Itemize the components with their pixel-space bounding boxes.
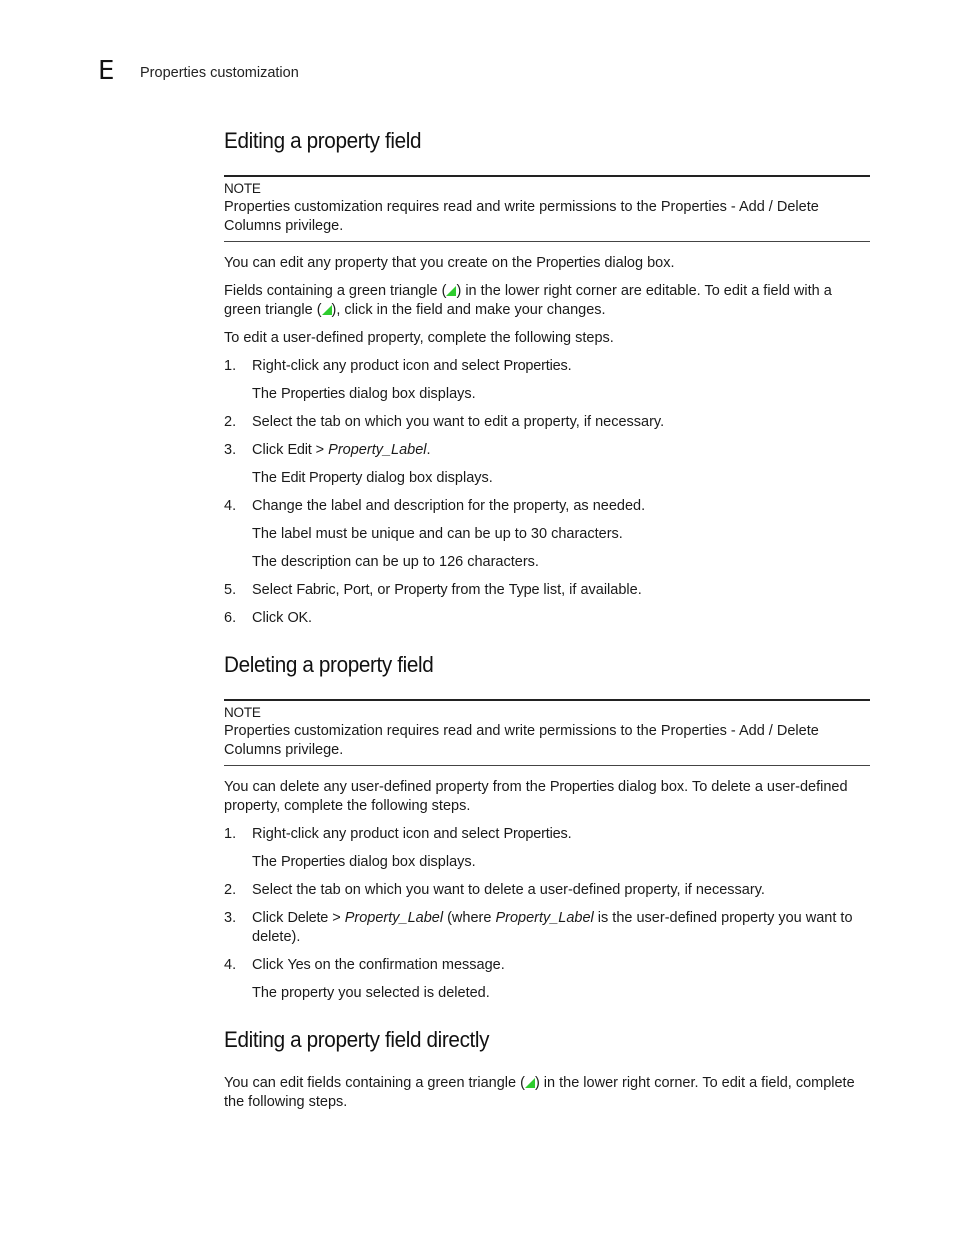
paragraph: You can edit fields containing a green triangle ( ) in the lower right corner. To edit a field, complete the following steps.	[224, 1075, 855, 1110]
page-content	[224, 128, 870, 1121]
section-heading: Editing a property field	[224, 128, 422, 153]
note-box	[224, 699, 870, 766]
step-result: The Edit Property dialog box displays.	[252, 470, 493, 486]
step-result: The Properties dialog box displays.	[252, 854, 476, 870]
chapter-letter: E	[98, 56, 115, 86]
running-title: Properties customization	[140, 65, 299, 81]
note-label: NOTE	[224, 181, 261, 196]
section-editing-property-field-directly	[224, 1027, 870, 1112]
section-editing-property-field	[224, 128, 870, 628]
step-result: The property you selected is deleted.	[252, 985, 490, 1001]
note-text: Properties customization requires read and write permissions to the Properties - Add / Delete Columns privilege.	[224, 723, 819, 758]
green-triangle-icon	[322, 305, 332, 315]
paragraph: To edit a user-defined property, complete the following steps.	[224, 330, 614, 346]
step-result: The description can be up to 126 characters.	[252, 554, 539, 570]
list-item: 5. Select Fabric, Port, or Property from the Type list, if available.	[224, 582, 642, 598]
paragraph: You can delete any user-defined property from the Properties dialog box. To delete a user-defined property, complete the following steps.	[224, 779, 848, 814]
list-item: 2. Select the tab on which you want to edit a property, if necessary.	[224, 414, 665, 430]
list-item: 1. Right-click any product icon and select Properties.	[224, 358, 572, 374]
note-box	[224, 175, 870, 242]
list-item: 1. Right-click any product icon and select Properties.	[224, 826, 572, 842]
paragraph: You can edit any property that you create on the Properties dialog box.	[224, 255, 675, 271]
note-text: Properties customization requires read and write permissions to the Properties - Add / Delete Columns privilege.	[224, 199, 819, 234]
list-item: 6. Click OK.	[224, 610, 313, 626]
step-result: The Properties dialog box displays.	[252, 386, 476, 402]
list-item: 3. Click Delete > Property_Label (where Property_Label is the user-defined property you want to delete).	[224, 910, 853, 945]
step-list	[224, 825, 870, 1003]
list-item: 2. Select the tab on which you want to delete a user-defined property, if necessary.	[224, 882, 765, 898]
section-deleting-property-field	[224, 652, 870, 1003]
paragraph: Fields containing a green triangle ( ) in the lower right corner are editable. To edit a field with a green triangle ( ), click in the field and make your changes.	[224, 283, 832, 318]
section-heading: Editing a property field directly	[224, 1027, 490, 1052]
list-item: 3. Click Edit > Property_Label.	[224, 442, 431, 458]
list-item: 4. Click Yes on the confirmation message.	[224, 957, 505, 973]
green-triangle-icon	[446, 286, 456, 296]
step-result: The label must be unique and can be up to 30 characters.	[252, 526, 623, 542]
green-triangle-icon	[525, 1078, 535, 1088]
step-list	[224, 357, 870, 628]
list-item: 4. Change the label and description for the property, as needed.	[224, 498, 646, 514]
note-label: NOTE	[224, 705, 261, 720]
section-heading: Deleting a property field	[224, 652, 434, 677]
